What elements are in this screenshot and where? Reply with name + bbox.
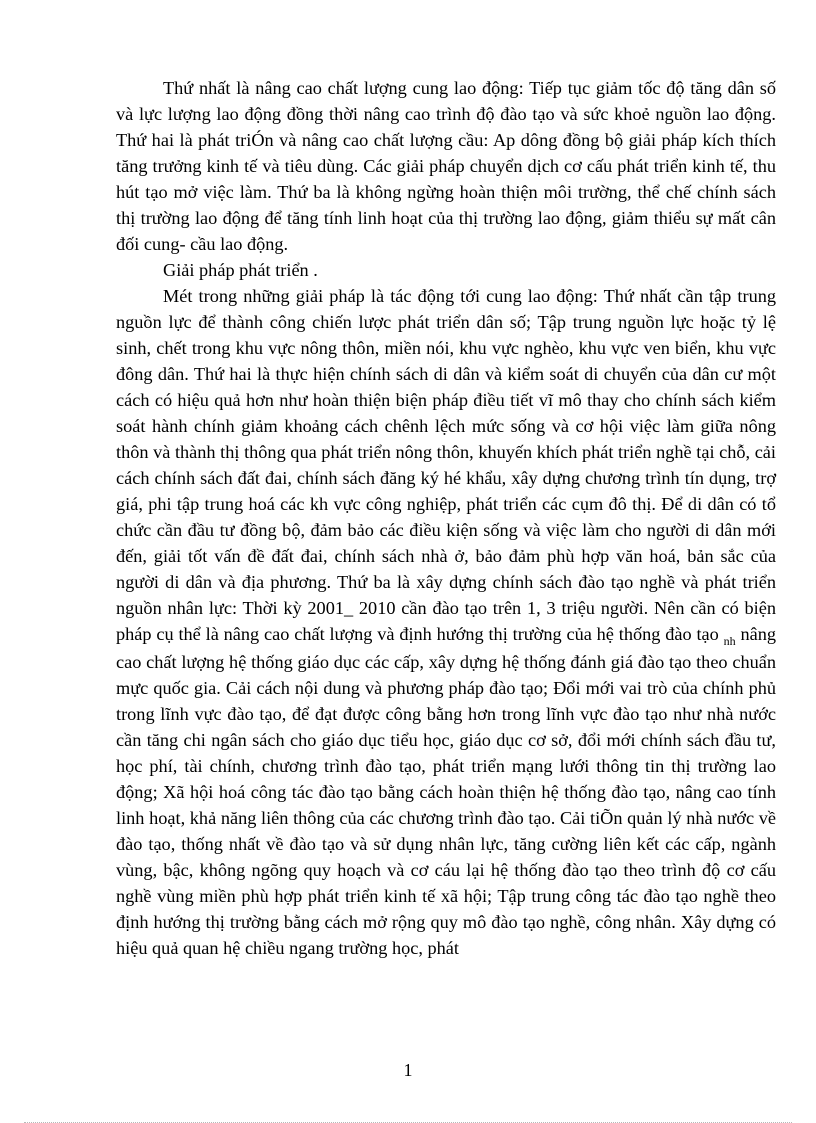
paragraph-solutions <box>116 283 776 961</box>
section-heading: Giải pháp phát triển . <box>163 260 318 280</box>
paragraph-solutions-part-1: Mét trong những giải pháp là tác động tới cung lao động: Thứ nhất cần tập trung nguồn lực để thành công chiến lược phát triển dân số; Tập trung nguồn lực hoặc tỷ lệ sinh, chết trong khu vực nông thôn, miền nói, khu vực nghèo, khu vực ven biển, khu vực đông dân. Thứ hai là thực hiện chính sách di dân và kiểm soát di chuyển của dân cư một cách có hiệu quả hơn như hoàn thiện biện pháp điều tiết vĩ mô thay cho chính sách kiểm soát hành chính giảm khoảng cách chênh lệch mức sống và cơ hội việc làm giữa nông thôn và thành thị thông qua phát triển nông thôn, khuyến khích phát triển nghề tại chỗ, cải cách chính sách đất đai, chính sách đăng ký hé khẩu, xây dựng chương trình tín dụng, trợ giá, phi tập trung hoá các kh vực công nghiệp, phát triển các cụm đô thị. Để di dân có tổ chức cần đầu tư đồng bộ, đảm bảo các điều kiện sống và việc làm cho người di dân mới đến, giải tốt vấn đề đất đai, chính sách nhà ở, bảo đảm phù hợp văn hoá, bản sắc của người di dân và địa phương. Thứ ba là xây dựng chính sách đào tạo nghề và phát triển nguồn nhân lực: Thời kỳ 2001_ 2010 cần đào tạo trên 1, 3 triệu người. Nên cần có biện pháp cụ thể là nâng cao chất lượng và định hướng thị trường của hệ thống đào tạo <box>116 286 776 644</box>
paragraph-solutions-part-2: nâng cao chất lượng hệ thống giáo dục các cấp, xây dựng hệ thống đánh giá đào tạo theo chuẩn mực quốc gia. Cải cách nội dung và phương pháp đào tạo; Đổi mới vai trò của chính phủ trong lĩnh vực đào tạo, để đạt được công bằng hơn trong lĩnh vực đào tạo như nhà nước cần tăng chi ngân sách cho giáo dục tiểu học, giáo dục cơ sở, đổi mới chính sách đầu tư, học phí, tài chính, chương trình đào tạo, phát triển mạng lưới thông tin thị trường lao động; Xã hội hoá công tác đào tạo bằng cách hoàn thiện hệ thống đào tạo, nâng cao tính linh hoạt, khả năng liên thông của các chương trình đào tạo. Cải tiÕn quản lý nhà nước về đào tạo, thống nhất về đào tạo và sử dụng nhân lực, tăng cường liên kết các cấp, ngành vùng, bậc, không ngõng quy hoạch và cơ cáu lại hệ thống đào tạo theo trình độ cơ cấu nghề vùng miền phù hợp phát triển kinh tế xã hội; Tập trung công tác đào tạo nghề theo định hướng thị trường bằng cách mở rộng quy mô đào tạo nghề, công nhân. Xây dựng có hiệu quả quan hệ chiều ngang trường học, phát <box>116 624 777 958</box>
page-number: 1 <box>403 1060 413 1080</box>
paragraph-labor-supply-demand: Thứ nhất là nâng cao chất lượng cung lao động: Tiếp tục giảm tốc độ tăng dân số và lực lượng lao động đồng thời nâng cao trình độ đào tạo và sức khoẻ nguồn lao động. Thứ hai là phát triÓn và nâng cao chất lượng cầu: Ap dông đồng bộ giải pháp kích thích tăng trưởng kinh tế và tiêu dùng. Các giải pháp chuyển dịch cơ cấu phát triển kinh tế, thu hút tạo mở việc làm. Thứ ba là không ngừng hoàn thiện môi trường, thể chế chính sách thị trường lao động để tăng tính linh hoạt của thị trường lao động, giảm thiểu sự mất cân đối cung- cầu lao động. <box>116 78 776 254</box>
document-body <box>116 75 776 961</box>
subscript-fragment: nh <box>723 634 736 648</box>
